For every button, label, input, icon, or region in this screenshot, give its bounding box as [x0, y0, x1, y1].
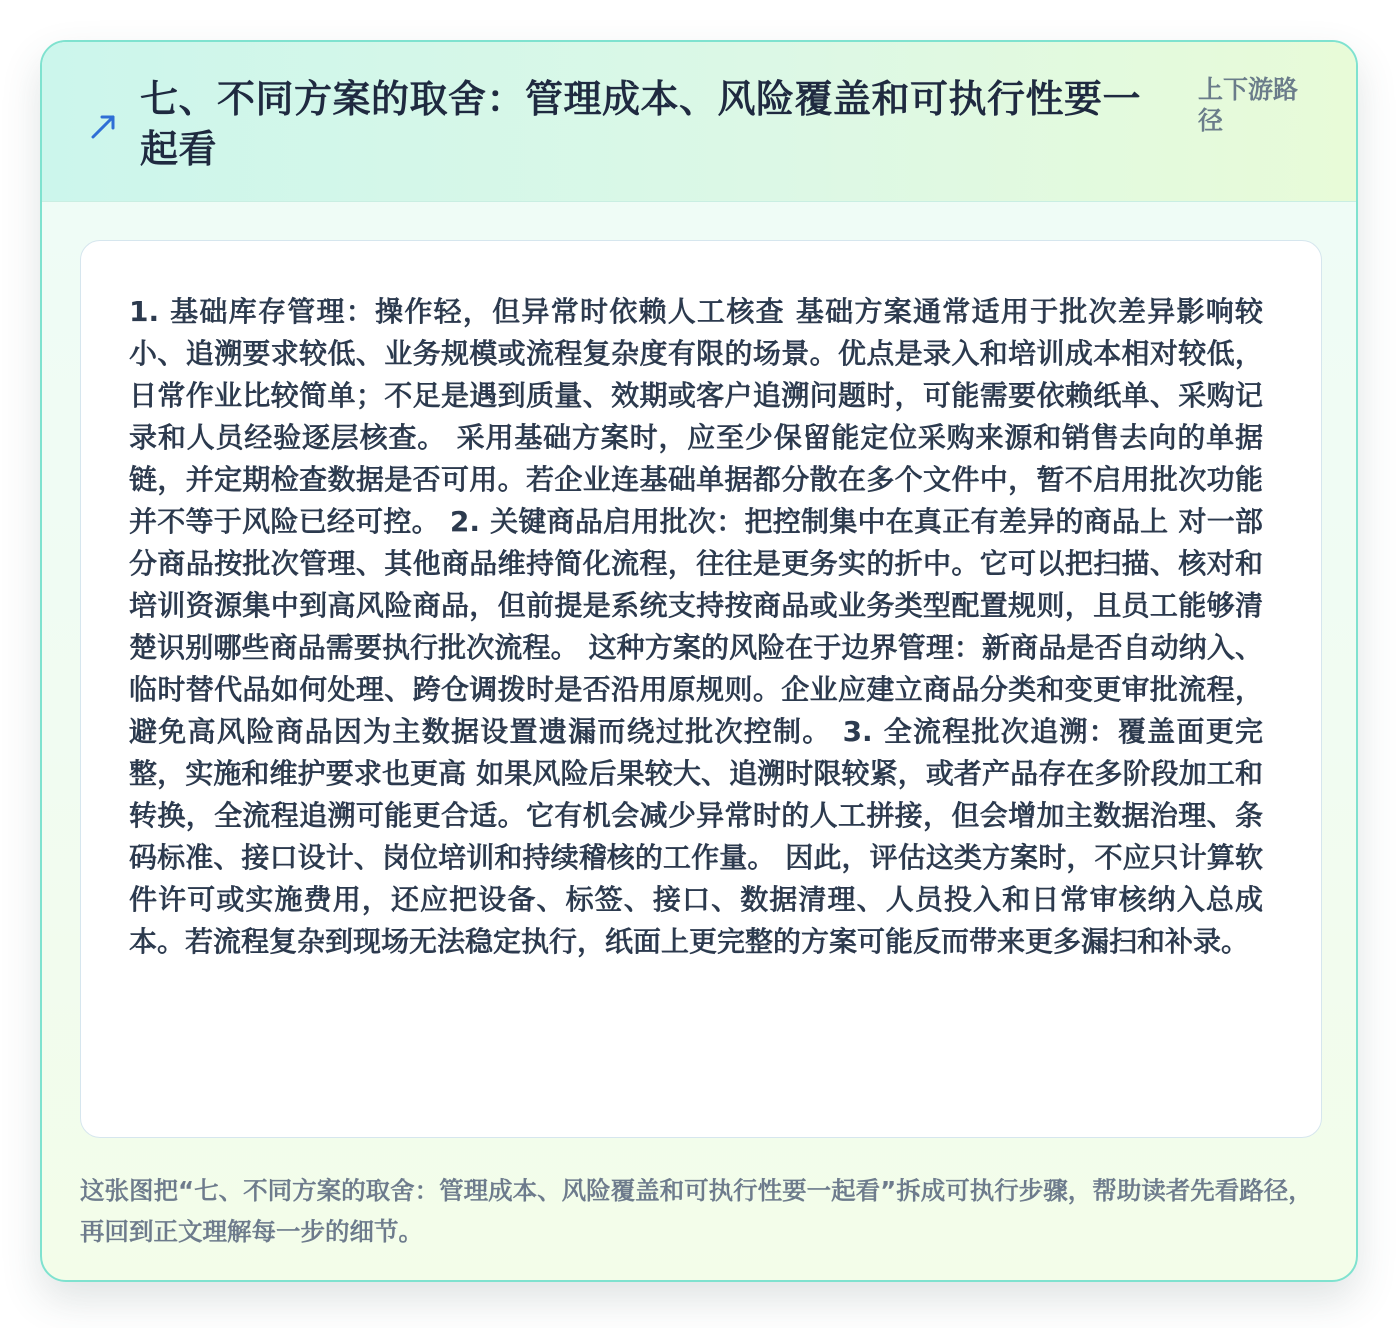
section-tag: 上下游路径	[1198, 75, 1299, 135]
arrow-up-right-icon	[86, 108, 122, 144]
body-text: 1. 基础库存管理：操作轻，但异常时依赖人工核查 基础方案通常适用于批次差异影响较小、追溯要求较低、业务规模或流程复杂度有限的场景。优点是录入和培训成本相对较低，日常作业比较简单；不足是遇到质量、效期或客户追溯问题时，可能需要依赖纸单、采购记录和人员经验逐层核查。 采用基础方案时，应至少保留能定位采购来源和销售去向的单据链，并定期检查数据是否可用。若企业连基础单据都分散在多个文件中，暂不启用批次功能并不等于风险已经可控。 2. 关键商品启用批次：把控制集中在真正有差异的商品上 对一部分商品按批次管理、其他商品维持简化流程，往往是更务实的折中。它可以把扫描、核对和培训资源集中到高风险商品，但前提是系统支持按商品或业务类型配置规则，且员工能够清楚识别哪些商品需要执行批次流程。 这种方案的风险在于边界管理：新商品是否自动纳入、临时替代品如何处理、跨仓调拨时是否沿用原规则。企业应建立商品分类和变更审批流程，避免高风险商品因为主数据设置遗漏而绕过批次控制。 3. 全流程批次追溯：覆盖面更完整，实施和维护要求也更高 如果风险后果较大、追溯时限较紧，或者产品存在多阶段加工和转换，全流程追溯可能更合适。它有机会减少异常时的人工拼接，但会增加主数据治理、条码标准、接口设计、岗位培训和持续稽核的工作量。 因此，评估这类方案时，不应只计算软件许可或实施费用，还应把设备、标签、接口、数据清理、人员投入和日常审核纳入总成本。若流程复杂到现场无法稳定执行，纸面上更完整的方案可能反而带来更多漏扫和补录。	[129, 295, 1263, 958]
section-card	[40, 40, 1358, 1282]
section-title: 七、不同方案的取舍：管理成本、风险覆盖和可执行性要一起看	[140, 77, 1142, 171]
content-panel	[80, 240, 1322, 1138]
figure-caption: 这张图把“七、不同方案的取舍：管理成本、风险覆盖和可执行性要一起看”拆成可执行步骤，帮助读者先看路径，再回到正文理解每一步的细节。	[80, 1176, 1313, 1246]
card-header	[42, 42, 1356, 202]
